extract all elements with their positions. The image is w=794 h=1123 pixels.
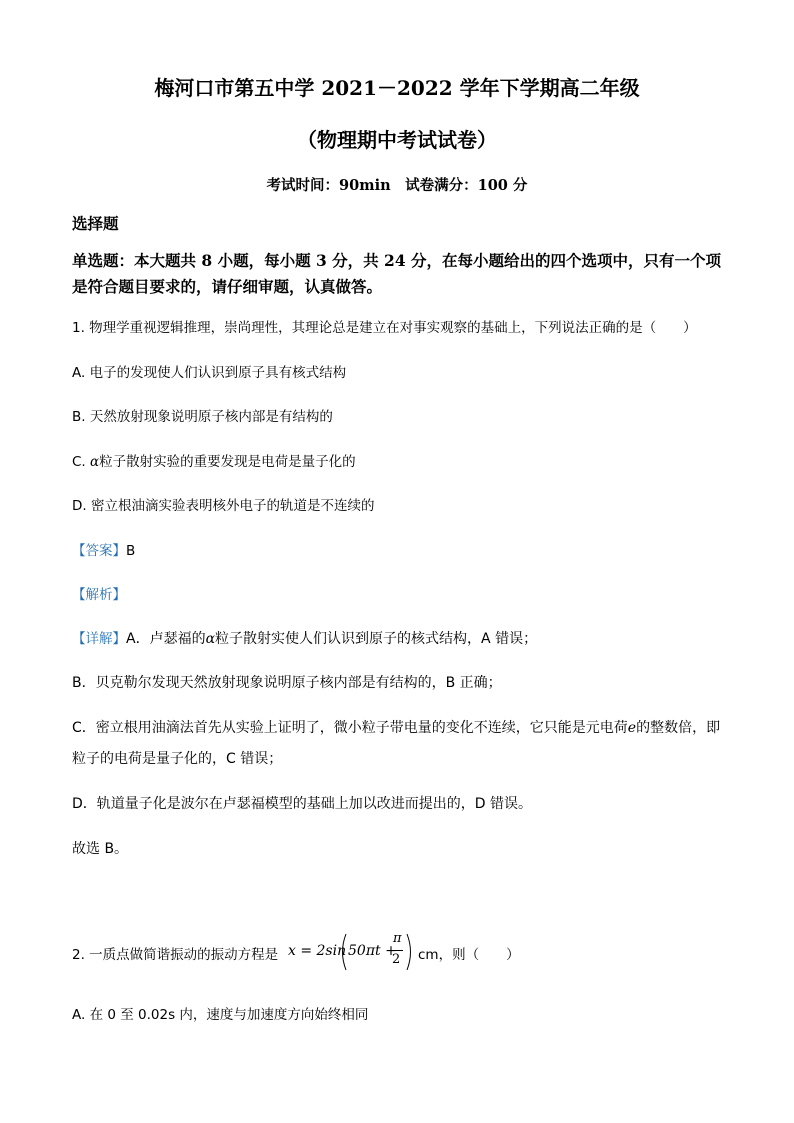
q1-conclusion: 故选 B。 — [72, 841, 129, 857]
q1-option-c-text: 粒子散射实验的重要发现是电荷是量子化的 — [99, 454, 356, 470]
fraction-bar — [390, 950, 403, 951]
exam-meta: 考试时间：90min 试卷满分：100 分 — [266, 177, 528, 194]
electron-charge-symbol: e — [627, 720, 637, 736]
formula-lhs: x = 2sin — [288, 943, 347, 959]
q1-detail-a — [72, 627, 537, 648]
left-paren-icon — [338, 932, 348, 972]
section-heading: 选择题 — [72, 214, 119, 233]
answer-tag: 【答案】 — [72, 543, 126, 559]
formula-inner: 50πt + — [348, 943, 397, 959]
q1-option-d: D. 密立根油滴实验表明核外电子的轨道是不连续的 — [72, 498, 375, 514]
q1-detail-a-post: 粒子散射实使人们认识到原子的核式结构，A 错误； — [215, 631, 538, 647]
section-instruction-line1: 单选题：本大题共 8 小题，每小题 3 分，共 24 分，在每小题给出的四个选项中，只有一个项 — [72, 251, 722, 270]
exam-title: 梅河口市第五中学 2021－2022 学年下学期高二年级 — [154, 76, 640, 100]
q2-option-a: A. 在 0 至 0.02s 内，速度与加速度方向始终相同 — [72, 1007, 369, 1023]
alpha-symbol: α — [90, 454, 100, 470]
formula-numerator: π — [393, 931, 402, 946]
section-instruction-line2: 是符合题目要求的，请仔细审题，认真做答。 — [72, 277, 383, 296]
q1-stem: 1. 物理学重视逻辑推理，崇尚理性，其理论总是建立在对事实观察的基础上，下列说法正确的是（ ） — [72, 320, 697, 336]
q1-option-c-prefix: C. — [72, 454, 91, 470]
q1-detail-c-pre: C．密立根用油滴法首先从实验上证明了，微小粒子带电量的变化不连续，它只能是元电荷 — [72, 720, 628, 736]
q2-stem-pre: 2. 一质点做简谐振动的振动方程是 — [72, 947, 279, 963]
q1-answer — [72, 539, 135, 559]
answer-value: B — [126, 543, 136, 559]
q1-detail-d: D．轨道量子化是波尔在卢瑟福模型的基础上加以改进而提出的，D 错误。 — [72, 796, 533, 812]
q1-option-b: B. 天然放射现象说明原子核内部是有结构的 — [72, 409, 333, 425]
q1-detail-c-line1 — [72, 717, 720, 737]
analysis-tag: 【解析】 — [72, 587, 126, 603]
q1-option-a: A. 电子的发现使人们认识到原子具有核式结构 — [72, 365, 347, 381]
q2-stem-post: cm，则（ ） — [418, 947, 520, 963]
alpha-symbol: α — [205, 631, 216, 647]
exam-subtitle: （物理期中考试试卷） — [297, 128, 497, 152]
detail-tag: 【详解】 — [72, 631, 126, 647]
right-paren-icon — [405, 932, 415, 972]
q1-detail-c-post: 的整数倍，即 — [636, 720, 721, 736]
q1-detail-b: B．贝克勒尔发现天然放射现象说明原子核内部是有结构的，B 正确； — [72, 675, 502, 691]
q1-detail-a-pre: A．卢瑟福的 — [126, 631, 206, 647]
formula-denominator: 2 — [392, 952, 401, 967]
q1-option-c — [72, 450, 356, 470]
q2-formula — [288, 932, 418, 972]
q1-detail-c-line2: 粒子的电荷是量子化的，C 错误； — [72, 751, 283, 767]
